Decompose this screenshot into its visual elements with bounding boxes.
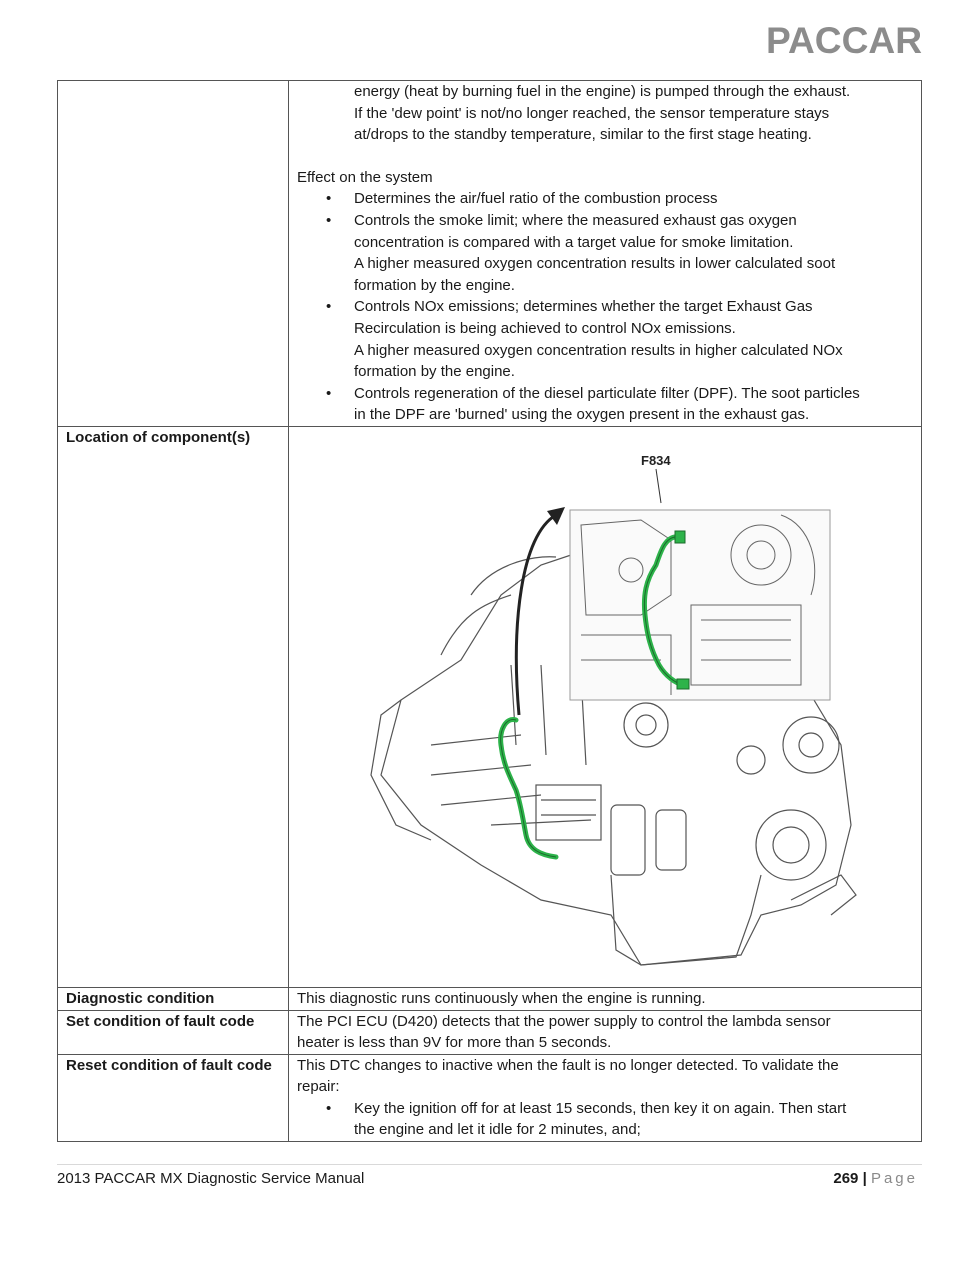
- location-label: Location of component(s): [58, 426, 289, 987]
- row-reset-condition: [58, 1054, 922, 1141]
- reset-condition-line: repair:: [297, 1078, 340, 1096]
- engine-figure: [341, 445, 866, 975]
- detail-inset: [570, 510, 830, 700]
- reset-condition-label: Reset condition of fault code: [58, 1054, 289, 1141]
- logo-text: PACCAR: [766, 22, 922, 56]
- page-indicator: [833, 1170, 918, 1187]
- set-condition-content: [289, 1010, 922, 1054]
- bullet-line: • Determines the air/fuel ratio of the combustion process: [354, 190, 718, 208]
- reset-condition-line: This DTC changes to inactive when the fault is no longer detected. To validate the: [297, 1056, 839, 1074]
- row-description-label: [58, 81, 289, 427]
- set-condition-line: The PCI ECU (D420) detects that the power supply to control the lambda sensor: [297, 1012, 831, 1030]
- location-figure-cell: [289, 426, 922, 987]
- manual-title: 2013 PACCAR MX Diagnostic Service Manual: [57, 1170, 365, 1187]
- bullet-line: • Controls the smoke limit; where the measured exhaust gas oxygen: [354, 211, 797, 229]
- page-word: Page: [870, 1170, 918, 1187]
- reset-condition-content: [289, 1054, 922, 1141]
- paccar-logo: [766, 22, 924, 56]
- bullet-line: • Controls NOx emissions; determines whether the target Exhaust Gas: [354, 298, 813, 316]
- harness-engine: [501, 719, 556, 856]
- reset-list: [297, 1098, 913, 1141]
- row-diagnostic: [58, 987, 922, 1010]
- page-number: 269: [833, 1170, 859, 1187]
- set-condition-line: heater is less than 9V for more than 5 seconds.: [297, 1034, 612, 1052]
- set-condition-label: Set condition of fault code: [58, 1010, 289, 1054]
- row-location: [58, 426, 922, 987]
- effect-bullet: [354, 383, 913, 426]
- page-separator: |: [862, 1170, 867, 1187]
- effect-bullet: [354, 296, 913, 382]
- bullet-line: Recirculation is being achieved to control NOx emissions.: [354, 319, 736, 337]
- continuation-line: If the 'dew point' is not/no longer reached, the sensor temperature stays: [354, 104, 830, 122]
- effect-bullet: [354, 210, 913, 296]
- row-description-content: [289, 81, 922, 427]
- continuation-line: at/drops to the standby temperature, similar to the first stage heating.: [354, 126, 812, 144]
- figure-callout: F834: [641, 452, 671, 468]
- row-set-condition: [58, 1010, 922, 1054]
- bullet-line: • Controls regeneration of the diesel particulate filter (DPF). The soot particles: [354, 384, 860, 402]
- bullet-line: A higher measured oxygen concentration results in higher calculated NOx: [354, 341, 843, 359]
- diagnostic-text: This diagnostic runs continuously when the engine is running.: [289, 987, 922, 1010]
- bullet-line: formation by the engine.: [354, 363, 515, 381]
- continuation-line: energy (heat by burning fuel in the engine) is pumped through the exhaust.: [354, 83, 851, 100]
- page-footer: [57, 1164, 922, 1195]
- effect-list: [297, 188, 913, 426]
- bullet-line: concentration is compared with a target value for smoke limitation.: [354, 233, 794, 251]
- row-description: [58, 81, 922, 427]
- bullet-line: • Key the ignition off for at least 15 seconds, then key it on again. Then start: [354, 1099, 847, 1117]
- reset-bullet: [354, 1098, 913, 1141]
- callout-arrow: [516, 515, 556, 715]
- bullet-line: A higher measured oxygen concentration results in lower calculated soot: [354, 255, 836, 273]
- effect-bullet: [354, 188, 913, 210]
- bullet-line: in the DPF are 'burned' using the oxygen present in the exhaust gas.: [354, 406, 810, 424]
- bullet-line: formation by the engine.: [354, 276, 515, 294]
- diagnostic-label: Diagnostic condition: [58, 987, 289, 1010]
- effect-heading: Effect on the system: [297, 168, 433, 186]
- bullet-line: the engine and let it idle for 2 minutes, and;: [354, 1121, 641, 1139]
- fault-code-table: [57, 80, 922, 1142]
